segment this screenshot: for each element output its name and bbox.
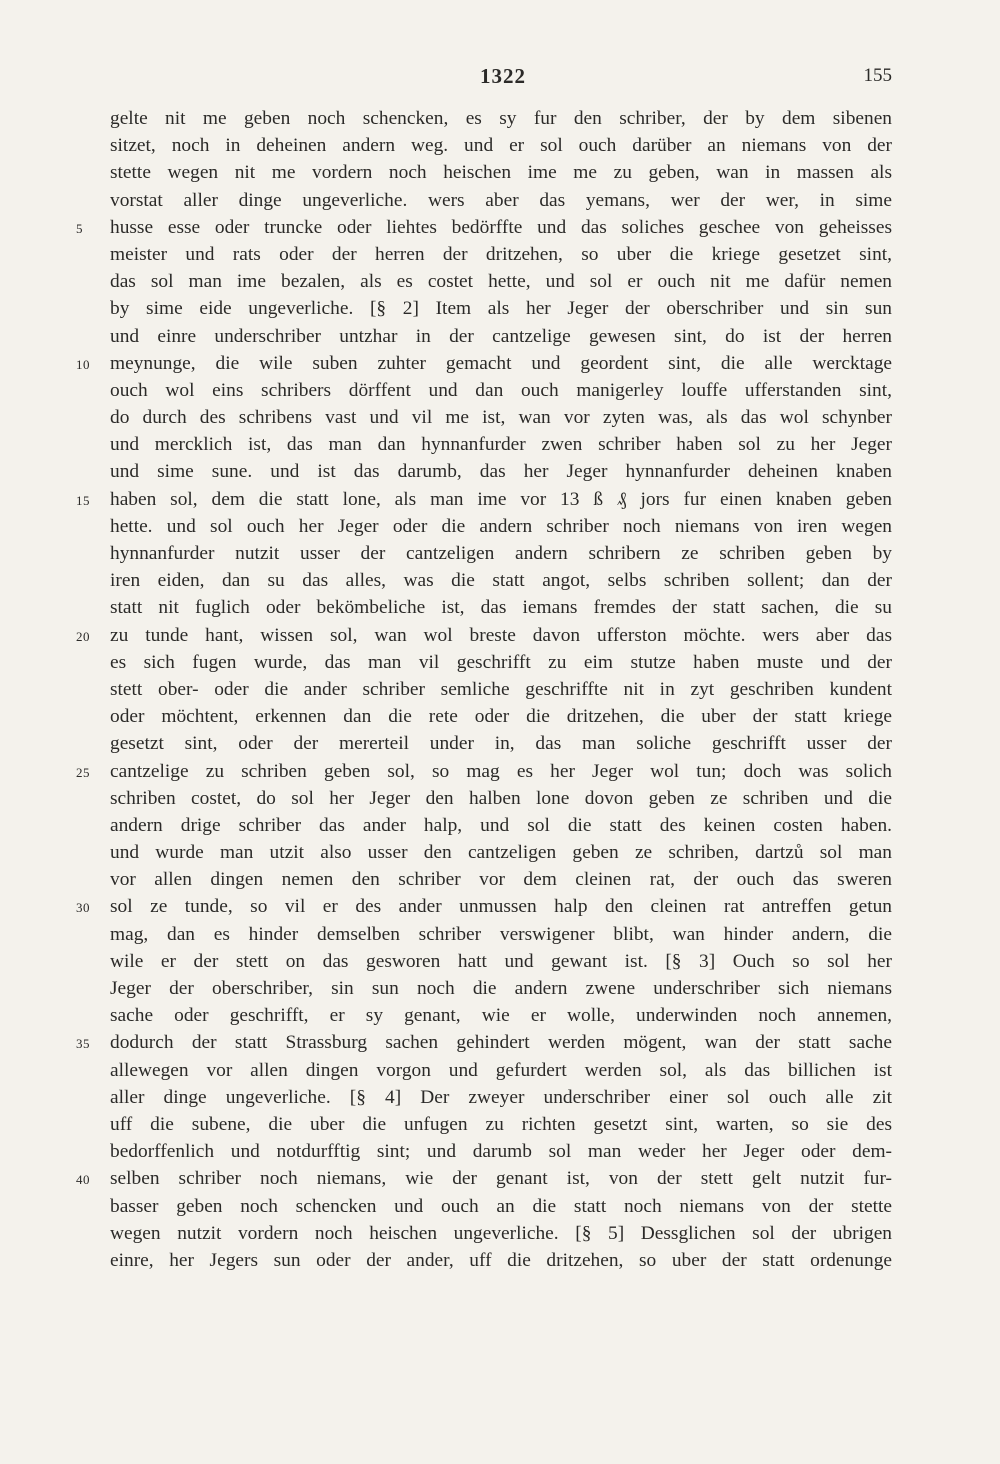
line-text: wegen nutzit vordern noch heischen ungeverliche. [§ 5] Dessglichen sol der ubrigen: [110, 1222, 892, 1244]
line-text: schriben costet, do sol her Jeger den halben lone dovon geben ze schriben und die: [110, 787, 892, 809]
text-line: [110, 268, 892, 295]
line-text: allewegen vor allen dingen vorgon und gefurdert werden sol, als das billichen ist: [110, 1059, 892, 1081]
text-line: [110, 676, 892, 703]
line-number: 20: [76, 628, 90, 644]
page-year-heading: 1322: [480, 64, 526, 88]
line-text: vor allen dingen nemen den schriber vor dem cleinen rat, der ouch das sweren: [110, 869, 892, 891]
text-line: [76, 350, 892, 377]
text-line: [110, 839, 892, 866]
line-text: es sich fugen wurde, das man vil geschrifft zu eim stutze haben muste und der: [110, 651, 892, 673]
line-text: und wurde man utzit also usser den cantzeligen geben ze schriben, dartzů sol man: [110, 842, 892, 864]
line-text: und mercklich ist, das man dan hynnanfurder zwen schriber haben sol zu her Jeger: [110, 434, 892, 456]
line-text: einre, her Jegers sun oder der ander, uff die dritzehen, so uber der statt ordenunge: [110, 1249, 892, 1271]
line-number: 25: [76, 764, 90, 780]
line-text: bedorffenlich und notdurfftig sint; und darumb sol man weder her Jeger oder dem-: [110, 1141, 892, 1163]
body-text: [76, 105, 892, 1274]
text-line: [110, 948, 892, 975]
text-line: [110, 567, 892, 594]
text-line: [110, 377, 892, 404]
text-line: [110, 1193, 892, 1220]
line-text: basser geben noch schencken und ouch an die statt noch niemans von der stette: [110, 1195, 892, 1217]
line-text: husse esse oder truncke oder liehtes bedörffte und das soliches geschee von geheisses: [110, 216, 892, 238]
line-text: stette wegen nit me vordern noch heischen ime me zu geben, wan in massen als: [110, 162, 892, 184]
line-text: wile er der stett on das gesworen hatt und gewant ist. [§ 3] Ouch so sol her: [110, 950, 892, 972]
line-number: 35: [76, 1036, 90, 1052]
text-line: [110, 458, 892, 485]
text-line: [110, 1002, 892, 1029]
running-head: [0, 64, 1000, 94]
text-line: [110, 323, 892, 350]
text-line: [110, 649, 892, 676]
text-line: [110, 187, 892, 214]
text-line: [110, 785, 892, 812]
text-line: [110, 295, 892, 322]
line-text: und einre underschriber untzhar in der cantzelige gewesen sint, do ist der herren: [110, 325, 892, 347]
text-line: [110, 1084, 892, 1111]
line-text: oder möchtent, erkennen dan die rete oder die dritzehen, die uber der statt kriege: [110, 706, 892, 728]
text-line: [110, 975, 892, 1002]
line-text: stett ober- oder die ander schriber semliche geschriffte nit in zyt geschriben kundent: [110, 678, 892, 700]
text-line: [110, 921, 892, 948]
line-text: gelte nit me geben noch schencken, es sy fur den schriber, der by dem sibenen: [110, 108, 892, 129]
line-text: haben sol, dem die statt lone, als man ime vor 13 ß ₰ jors fur einen knaben geben: [110, 488, 892, 510]
text-line: [110, 866, 892, 893]
line-text: Jeger der oberschriber, sin sun noch die andern zwene underschriber sich niemans: [110, 978, 892, 999]
line-text: meister und rats oder der herren der dritzehen, so uber die kriege gesetzet sint,: [110, 243, 892, 265]
line-text: selben schriber noch niemans, wie der genant ist, von der stett gelt nutzit fur-: [110, 1168, 892, 1190]
line-text: sol ze tunde, so vil er des ander unmussen halp den cleinen rat antreffen getun: [110, 896, 892, 918]
text-line: [110, 812, 892, 839]
text-line: [110, 703, 892, 730]
line-text: cantzelige zu schriben geben sol, so mag es her Jeger wol tun; doch was solich: [110, 760, 892, 782]
text-line: [110, 1220, 892, 1247]
line-number: 15: [76, 492, 90, 508]
line-text: aller dinge ungeverliche. [§ 4] Der zweyer underschriber einer sol ouch alle zit: [110, 1086, 892, 1108]
text-line: [110, 404, 892, 431]
text-line: [110, 540, 892, 567]
text-line: [110, 159, 892, 186]
line-text: mag, dan es hinder demselben schriber verswigener blibt, wan hinder andern, die: [110, 923, 892, 945]
text-line: [76, 622, 892, 649]
text-line: [76, 486, 892, 513]
line-text: sitzet, noch in deheinen andern weg. und er sol ouch darüber an niemans von der: [110, 135, 892, 157]
line-text: zu tunde hant, wissen sol, wan wol breste davon ufferston möchte. wers aber das: [110, 624, 892, 646]
text-line: [110, 594, 892, 621]
line-text: hynnanfurder nutzit usser der cantzeligen andern schribern ze schriben geben by: [110, 543, 892, 564]
text-line: [110, 1247, 892, 1274]
page-number: 155: [863, 65, 892, 86]
line-text: das sol man ime bezalen, als es costet hette, und sol er ouch nit me dafür nemen: [110, 271, 892, 293]
line-text: sache oder geschrifft, er sy genant, wie er wolle, underwinden noch annemen,: [110, 1005, 892, 1027]
text-line: [110, 132, 892, 159]
line-text: do durch des schribens vast und vil me ist, wan vor zyten was, als das wol schynber: [110, 407, 892, 429]
text-line: [76, 758, 892, 785]
line-number: 40: [76, 1172, 90, 1188]
text-line: [76, 214, 892, 241]
line-text: uff die subene, die uber die unfugen zu richten gesetzt sint, warten, so sie des: [110, 1113, 892, 1135]
text-line: [110, 241, 892, 268]
text-line: [110, 431, 892, 458]
text-line: [110, 1111, 892, 1138]
line-text: gesetzt sint, oder der mererteil under in, das man soliche geschrifft usser der: [110, 733, 892, 755]
line-number: 5: [76, 220, 83, 236]
text-line: [76, 1029, 892, 1056]
text-line: [76, 1165, 892, 1192]
line-number: 10: [76, 356, 90, 372]
text-line: [110, 513, 892, 540]
text-line: [110, 1138, 892, 1165]
line-text: meynunge, die wile suben zuhter gemacht und geordent sint, die alle wercktage: [110, 352, 892, 374]
text-line: [76, 893, 892, 920]
line-text: vorstat aller dinge ungeverliche. wers aber das yemans, wer der wer, in sime: [110, 189, 892, 211]
line-text: ouch wol eins schribers dörffent und dan ouch manigerley louffe ufferstanden sint,: [110, 379, 892, 401]
line-text: und sime sune. und ist das darumb, das her Jeger hynnanfurder deheinen knaben: [110, 461, 892, 483]
line-text: andern drige schriber das ander halp, und sol die statt des keinen costen haben.: [110, 814, 892, 836]
text-line: [110, 105, 892, 132]
line-number: 30: [76, 900, 90, 916]
text-line: [110, 730, 892, 757]
line-text: dodurch der statt Strassburg sachen gehindert werden mögent, wan der statt sache: [110, 1032, 892, 1054]
text-line: [110, 1057, 892, 1084]
line-text: iren eiden, dan su das alles, was die statt angot, selbs schriben sollent; dan der: [110, 570, 892, 592]
line-text: hette. und sol ouch her Jeger oder die andern schriber noch niemans von iren wegen: [110, 515, 892, 537]
line-text: statt nit fuglich oder bekömbeliche ist, das iemans fremdes der statt sachen, die su: [110, 597, 892, 619]
line-text: by sime eide ungeverliche. [§ 2] Item als her Jeger der oberschriber und sin sun: [110, 298, 892, 320]
